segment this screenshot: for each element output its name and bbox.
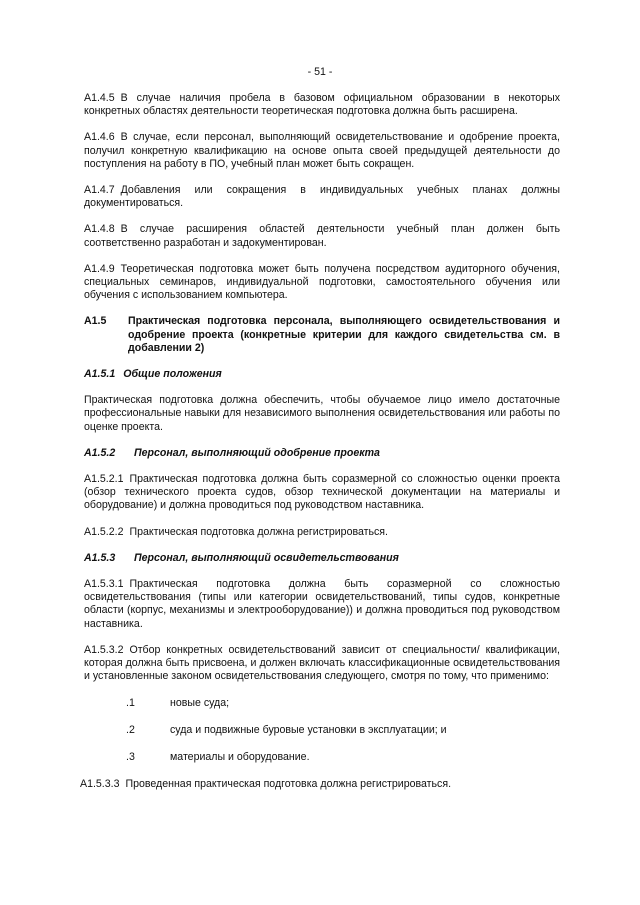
list-item-text: материалы и оборудование. — [170, 750, 310, 763]
list-item — [84, 724, 560, 737]
paragraph-a1-5-3-3 — [80, 778, 560, 791]
list-item-number: .3 — [126, 750, 135, 763]
paragraph-number: A1.4.9 — [84, 262, 115, 275]
paragraph-number: A1.5.3.3 — [80, 778, 120, 791]
paragraph-text: В случае, если персонал, выполняющий освидетельствование и одобрение проекта, получил конкретную квалификацию на основе опыта своей предыдущей деятельности до поступления на работу в ПО, учебный план может быть сокращен. — [84, 131, 560, 170]
subsection-title: Общие положения — [123, 368, 222, 381]
paragraph-number: A1.4.7 — [84, 184, 115, 197]
subsection-number: A1.5.2 — [84, 446, 116, 459]
paragraph-number: A1.4.5 — [84, 92, 115, 104]
list-item-number: .1 — [126, 696, 135, 709]
paragraph-a1-5-3-2 — [84, 644, 560, 684]
subsection-heading-a1-5-3 — [84, 552, 560, 565]
paragraph-a1-4-9 — [84, 263, 560, 303]
paragraph-a1-4-7 — [84, 184, 560, 210]
paragraph-text: Проведенная практическая подготовка должна регистрироваться. — [125, 778, 452, 791]
subsection-heading-a1-5-2 — [84, 447, 560, 460]
paragraph-a1-5-3-1 — [84, 578, 560, 631]
paragraph-number: A1.4.8 — [84, 223, 115, 236]
section-heading-a1-5 — [84, 315, 560, 355]
section-number: A1.5 — [84, 315, 107, 328]
paragraph-text: В случае расширения областей деятельности учебный план должен быть соответственно разработан и задокументирован. — [84, 223, 560, 249]
paragraph-text: Отбор конкретных освидетельствований зависит от специальности/ квалификации, которая должна быть присвоена, и должен включать классификационные освидетельствования и установленные законом освидетельствования следующего, смотря по тому, что применимо: — [84, 643, 560, 683]
subsection-number: A1.5.1 — [84, 368, 116, 381]
list-item-text: новые суда; — [170, 696, 230, 709]
page-number: - 51 - — [307, 66, 333, 78]
paragraph-number: A1.5.2.1 — [84, 473, 124, 486]
list-item-number: .2 — [126, 723, 135, 736]
paragraph-number: A1.4.6 — [84, 131, 115, 144]
subsection-heading-a1-5-1 — [84, 368, 560, 381]
paragraph-a1-5-1: Практическая подготовка должна обеспечить, чтобы обучаемое лицо имело достаточные профессиональные навыки для независимого выполнения освидетельствования или работы по оценке проекта. — [84, 394, 560, 433]
subsection-title: Персонал, выполняющий одобрение проекта — [134, 446, 380, 459]
paragraph-text: Практическая подготовка должна быть соразмерной со сложностью оценки проекта (обзор технического проекта судов, обзор технической документации на материалы и оборудование) и должна проводиться под руководством наставника. — [84, 473, 560, 512]
list-item — [84, 697, 560, 710]
subsection-number: A1.5.3 — [84, 551, 116, 564]
paragraph-a1-5-2-1 — [84, 473, 560, 513]
section-title: Практическая подготовка персонала, выполняющего освидетельствования и одобрение проекта (конкретные критерии для каждого свидетельства см. в добавлении 2) — [128, 315, 560, 354]
paragraph-number: A1.5.3.1 — [84, 578, 124, 591]
paragraph-text: Теоретическая подготовка может быть получена посредством аудиторного обучения, специальных семинаров, индивидуальной подготовки, самостоятельного обучения или обучения с использованием компьютера. — [84, 262, 560, 302]
paragraph-number: A1.5.3.2 — [84, 643, 124, 656]
paragraph-a1-4-5 — [84, 92, 560, 118]
list-item-text: суда и подвижные буровые установки в эксплуатации; и — [170, 723, 447, 736]
paragraph-text: Добавления или сокращения в индивидуальных учебных планах должны документироваться. — [84, 184, 560, 210]
paragraph-a1-4-6 — [84, 131, 560, 171]
document-content — [80, 92, 560, 804]
list-item — [84, 751, 560, 764]
paragraph-text: В случае наличия пробела в базовом официальном образовании в некоторых конкретных областях деятельности теоретическая подготовка должна быть расширена. — [84, 92, 560, 118]
paragraph-a1-4-8 — [84, 223, 560, 249]
paragraph-text: Практическая подготовка должна регистрироваться. — [129, 525, 388, 538]
subsection-title: Персонал, выполняющий освидетельствования — [134, 551, 399, 564]
paragraph-a1-5-2-2 — [84, 526, 560, 539]
paragraph-text: Практическая подготовка должна быть соразмерной со сложностью освидетельствования (типы или категории освидетельствований, типы судов, конкретные области (корпус, механизмы и электрооборудование)) и должна проводиться под руководством наставника. — [84, 578, 560, 630]
paragraph-number: A1.5.2.2 — [84, 525, 124, 538]
